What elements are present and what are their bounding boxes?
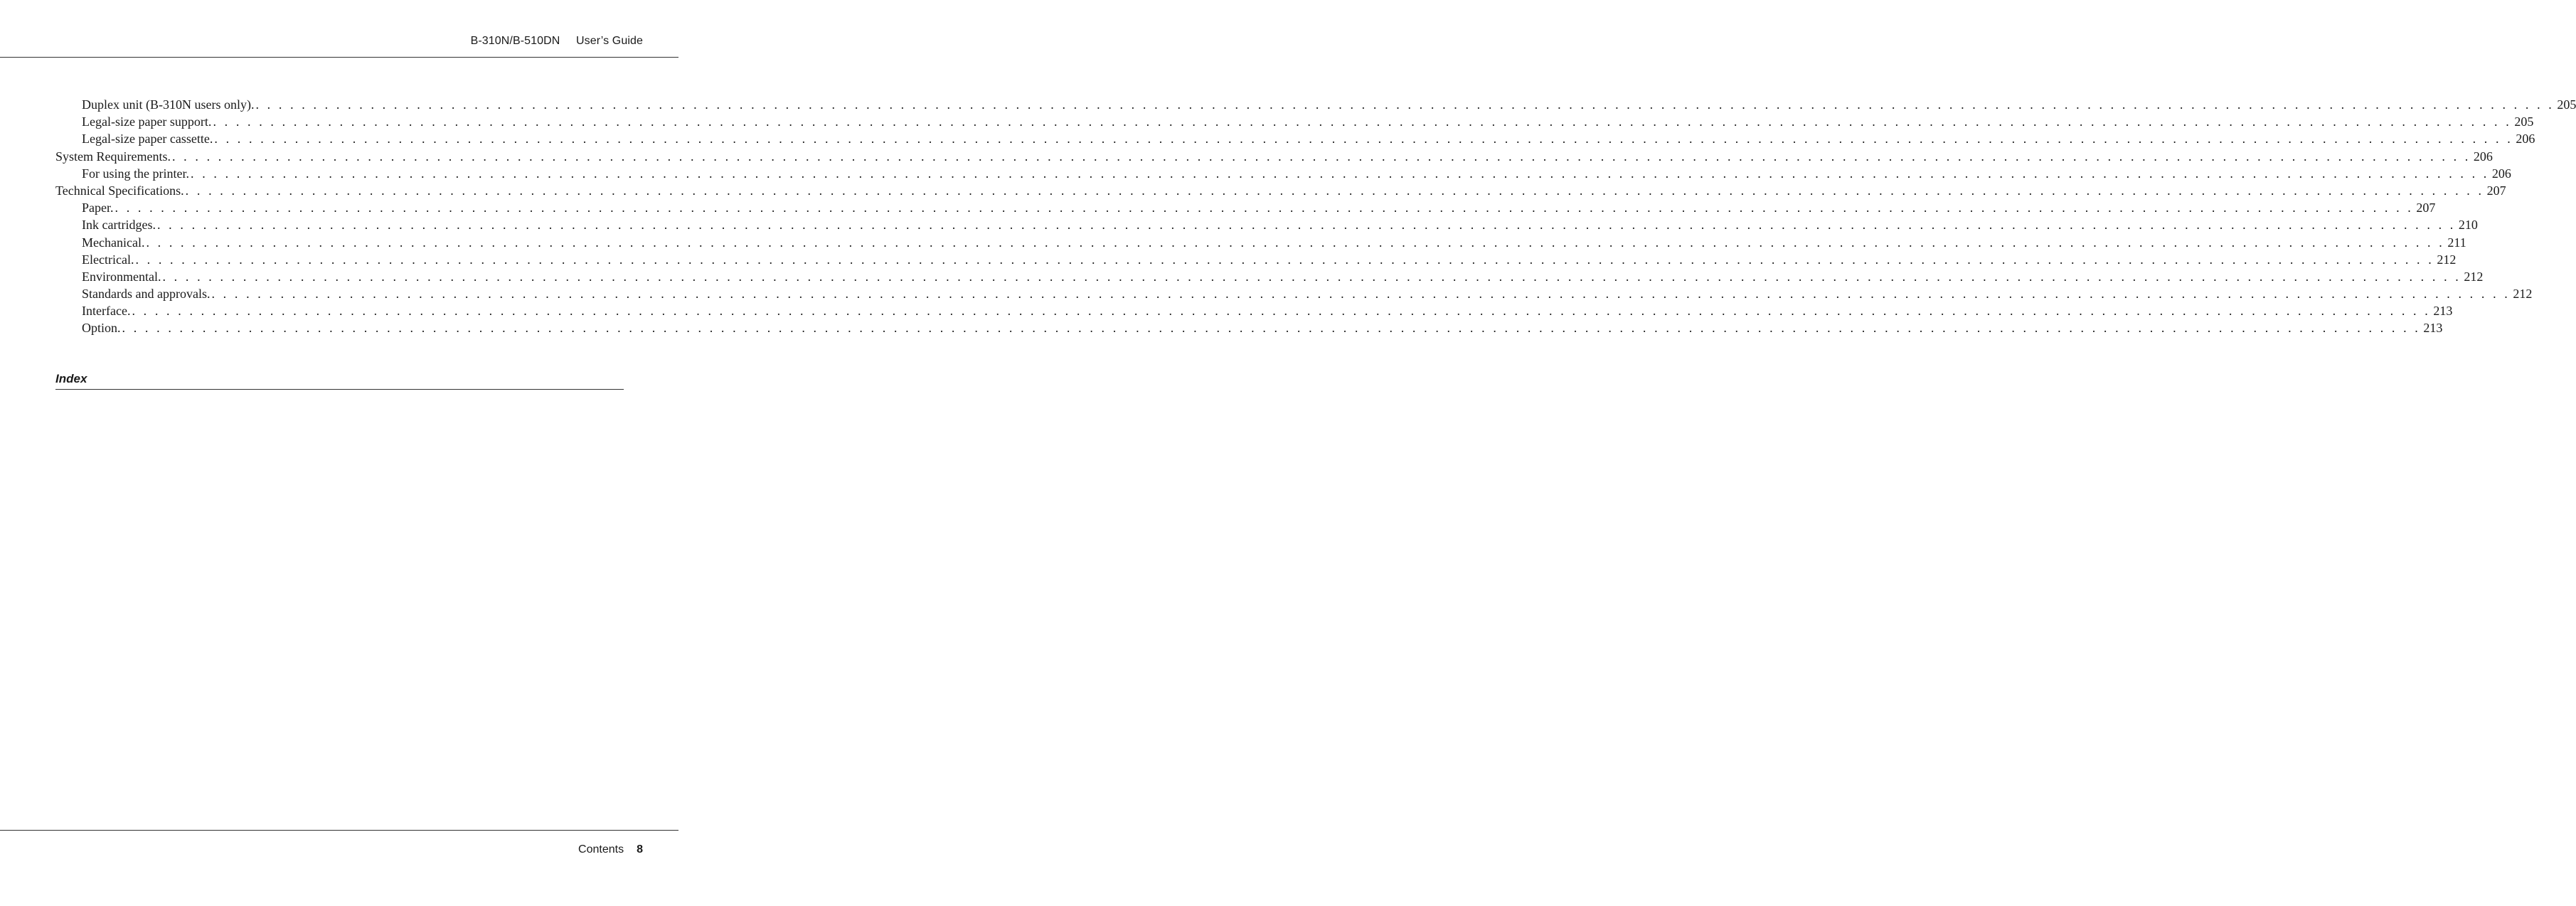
toc-dot-leader: . . . . . . . . . . . . . . . . . . . . . . . . . . . . . . . . . . . . . . . . . . . . . . . . . . . . . . . . . . . . . . . . . . . . . . . . . . . . . . . . . . . . . . . . . . . . . . . . . . . . . . . . . . . . . . . . . . . . . . . . . . . . . . . . . . . . . . . . . . . . . . . . . . . . . . . . . . . . . . . . . . . . . . . . . . . . . . . . . . . . . . . . . . . . . . . . . . . . . . . .: [213, 114, 2512, 129]
toc-entry[interactable]: [55, 182, 2506, 199]
toc-dot-leader: . . . . . . . . . . . . . . . . . . . . . . . . . . . . . . . . . . . . . . . . . . . . . . . . . . . . . . . . . . . . . . . . . . . . . . . . . . . . . . . . . . . . . . . . . . . . . . . . . . . . . . . . . . . . . . . . . . . . . . . . . . . . . . . . . . . . . . . . . . . . . . . . . . . . . . . . . . . . . . . . . . . . . . . . . . . . . . . . . . . . . . . . . . . . . . . . . . . . . . . .: [255, 97, 2555, 112]
toc-entry-title: Environmental.: [82, 269, 161, 284]
toc-entry-title: Mechanical.: [82, 235, 145, 250]
toc-dot-leader: . . . . . . . . . . . . . . . . . . . . . . . . . . . . . . . . . . . . . . . . . . . . . . . . . . . . . . . . . . . . . . . . . . . . . . . . . . . . . . . . . . . . . . . . . . . . . . . . . . . . . . . . . . . . . . . . . . . . . . . . . . . . . . . . . . . . . . . . . . . . . . . . . . . . . . . . . . . . . . . . . . . . . . . . . . . . . . . . . . . . . . . . . . . . . . . . . . . . . . . .: [185, 183, 2484, 198]
toc-dot-leader: . . . . . . . . . . . . . . . . . . . . . . . . . . . . . . . . . . . . . . . . . . . . . . . . . . . . . . . . . . . . . . . . . . . . . . . . . . . . . . . . . . . . . . . . . . . . . . . . . . . . . . . . . . . . . . . . . . . . . . . . . . . . . . . . . . . . . . . . . . . . . . . . . . . . . . . . . . . . . . . . . . . . . . . . . . . . . . . . . . . . . . . . . . . . . . . . . . . . . . . .: [156, 218, 2456, 233]
toc-entry[interactable]: [55, 165, 2511, 182]
toc-entry-title: Technical Specifications.: [55, 183, 184, 198]
toc-entry-title: Standards and approvals.: [82, 287, 211, 302]
toc-entry-page: 213: [2433, 304, 2453, 319]
toc-entry[interactable]: [55, 216, 2478, 233]
toc-dot-leader: . . . . . . . . . . . . . . . . . . . . . . . . . . . . . . . . . . . . . . . . . . . . . . . . . . . . . . . . . . . . . . . . . . . . . . . . . . . . . . . . . . . . . . . . . . . . . . . . . . . . . . . . . . . . . . . . . . . . . . . . . . . . . . . . . . . . . . . . . . . . . . . . . . . . . . . . . . . . . . . . . . . . . . . . . . . . . . . . . . . . . . . . . . . . . . . . . . . . . . . .: [146, 235, 2445, 250]
toc-entry-page: 212: [2513, 287, 2533, 302]
toc-entry-page: 205: [2557, 97, 2576, 112]
page-footer: [0, 830, 678, 873]
toc-entry-page: 210: [2458, 218, 2478, 233]
page-number: 8: [637, 843, 643, 856]
toc-entry-title: Interface.: [82, 304, 131, 319]
toc-dot-leader: . . . . . . . . . . . . . . . . . . . . . . . . . . . . . . . . . . . . . . . . . . . . . . . . . . . . . . . . . . . . . . . . . . . . . . . . . . . . . . . . . . . . . . . . . . . . . . . . . . . . . . . . . . . . . . . . . . . . . . . . . . . . . . . . . . . . . . . . . . . . . . . . . . . . . . . . . . . . . . . . . . . . . . . . . . . . . . . . . . . . . . . . . . . . . . . . . . . . . . . .: [135, 252, 2434, 267]
toc-entry-title: Paper.: [82, 201, 114, 215]
toc-entry-page: 207: [2416, 201, 2436, 215]
footer-section-label: Contents: [578, 843, 624, 856]
toc-dot-leader: . . . . . . . . . . . . . . . . . . . . . . . . . . . . . . . . . . . . . . . . . . . . . . . . . . . . . . . . . . . . . . . . . . . . . . . . . . . . . . . . . . . . . . . . . . . . . . . . . . . . . . . . . . . . . . . . . . . . . . . . . . . . . . . . . . . . . . . . . . . . . . . . . . . . . . . . . . . . . . . . . . . . . . . . . . . . . . . . . . . . . . . . . . . . . . . . . . . . . . . .: [214, 132, 2513, 146]
page-header: [0, 0, 678, 58]
toc-dot-leader: . . . . . . . . . . . . . . . . . . . . . . . . . . . . . . . . . . . . . . . . . . . . . . . . . . . . . . . . . . . . . . . . . . . . . . . . . . . . . . . . . . . . . . . . . . . . . . . . . . . . . . . . . . . . . . . . . . . . . . . . . . . . . . . . . . . . . . . . . . . . . . . . . . . . . . . . . . . . . . . . . . . . . . . . . . . . . . . . . . . . . . . . . . . . . . . . . . . . . . . .: [115, 201, 2414, 215]
toc-entry[interactable]: [55, 234, 2466, 251]
toc-entry[interactable]: [55, 199, 2436, 216]
toc-entry-title: Duplex unit (B-310N users only).: [82, 97, 255, 112]
toc-dot-leader: . . . . . . . . . . . . . . . . . . . . . . . . . . . . . . . . . . . . . . . . . . . . . . . . . . . . . . . . . . . . . . . . . . . . . . . . . . . . . . . . . . . . . . . . . . . . . . . . . . . . . . . . . . . . . . . . . . . . . . . . . . . . . . . . . . . . . . . . . . . . . . . . . . . . . . . . . . . . . . . . . . . . . . . . . . . . . . . . . . . . . . . . . . . . . . . . . . . . . . . .: [162, 269, 2461, 284]
toc-entry[interactable]: [55, 302, 2453, 319]
toc-entry[interactable]: [55, 113, 2534, 130]
toc-entry-page: 212: [2464, 269, 2484, 284]
toc-entry-page: 212: [2437, 252, 2457, 267]
header-text: [471, 35, 643, 48]
footer-text: [578, 843, 643, 856]
toc-dot-leader: . . . . . . . . . . . . . . . . . . . . . . . . . . . . . . . . . . . . . . . . . . . . . . . . . . . . . . . . . . . . . . . . . . . . . . . . . . . . . . . . . . . . . . . . . . . . . . . . . . . . . . . . . . . . . . . . . . . . . . . . . . . . . . . . . . . . . . . . . . . . . . . . . . . . . . . . . . . . . . . . . . . . . . . . . . . . . . . . . . . . . . . . . . . . . . . . . . . . . . . .: [191, 166, 2489, 181]
toc-entry-page: 206: [2473, 149, 2493, 164]
table-of-contents: [55, 96, 2576, 337]
toc-entry-page: 206: [2491, 166, 2511, 181]
toc-entry[interactable]: [55, 319, 2443, 336]
toc-entry-page: 211: [2447, 235, 2466, 250]
toc-entry-title: Ink cartridges.: [82, 218, 156, 233]
toc-entry[interactable]: [55, 130, 2535, 147]
toc-entry-page: 213: [2423, 321, 2443, 336]
toc-entry[interactable]: [55, 251, 2457, 268]
toc-dot-leader: . . . . . . . . . . . . . . . . . . . . . . . . . . . . . . . . . . . . . . . . . . . . . . . . . . . . . . . . . . . . . . . . . . . . . . . . . . . . . . . . . . . . . . . . . . . . . . . . . . . . . . . . . . . . . . . . . . . . . . . . . . . . . . . . . . . . . . . . . . . . . . . . . . . . . . . . . . . . . . . . . . . . . . . . . . . . . . . . . . . . . . . . . . . . . . . . . . . . . . . .: [171, 149, 2471, 164]
section-heading-index[interactable]: Index: [55, 371, 624, 390]
toc-dot-leader: . . . . . . . . . . . . . . . . . . . . . . . . . . . . . . . . . . . . . . . . . . . . . . . . . . . . . . . . . . . . . . . . . . . . . . . . . . . . . . . . . . . . . . . . . . . . . . . . . . . . . . . . . . . . . . . . . . . . . . . . . . . . . . . . . . . . . . . . . . . . . . . . . . . . . . . . . . . . . . . . . . . . . . . . . . . . . . . . . . . . . . . . . . . . . . . . . . . . . . . .: [132, 304, 2431, 319]
toc-entry-title: System Requirements.: [55, 149, 171, 164]
toc-entry-page: 207: [2486, 183, 2506, 198]
toc-entry[interactable]: [55, 268, 2484, 285]
toc-entry-page: 206: [2516, 132, 2535, 146]
toc-entry-title: Option.: [82, 321, 121, 336]
toc-entry[interactable]: [55, 96, 2576, 113]
toc-dot-leader: . . . . . . . . . . . . . . . . . . . . . . . . . . . . . . . . . . . . . . . . . . . . . . . . . . . . . . . . . . . . . . . . . . . . . . . . . . . . . . . . . . . . . . . . . . . . . . . . . . . . . . . . . . . . . . . . . . . . . . . . . . . . . . . . . . . . . . . . . . . . . . . . . . . . . . . . . . . . . . . . . . . . . . . . . . . . . . . . . . . . . . . . . . . . . . . . . . . . . . . .: [122, 321, 2421, 336]
toc-entry-title: For using the printer.: [82, 166, 189, 181]
toc-entry-title: Electrical.: [82, 252, 134, 267]
toc-entry-page: 205: [2514, 114, 2534, 129]
toc-entry-title: Legal-size paper cassette.: [82, 132, 213, 146]
toc-dot-leader: . . . . . . . . . . . . . . . . . . . . . . . . . . . . . . . . . . . . . . . . . . . . . . . . . . . . . . . . . . . . . . . . . . . . . . . . . . . . . . . . . . . . . . . . . . . . . . . . . . . . . . . . . . . . . . . . . . . . . . . . . . . . . . . . . . . . . . . . . . . . . . . . . . . . . . . . . . . . . . . . . . . . . . . . . . . . . . . . . . . . . . . . . . . . . . . . . . . . . . . .: [211, 287, 2511, 302]
toc-entry[interactable]: [55, 285, 2533, 302]
toc-entry-title: Legal-size paper support.: [82, 114, 212, 129]
guide-title: User’s Guide: [576, 35, 643, 47]
product-model: B-310N/B-510DN: [470, 35, 560, 47]
toc-entry[interactable]: [55, 148, 2493, 165]
